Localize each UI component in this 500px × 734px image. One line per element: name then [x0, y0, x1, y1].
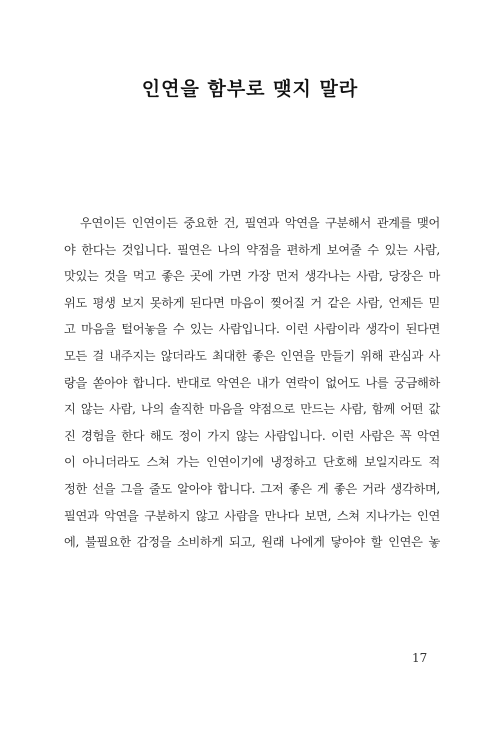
paragraph-line: 우연이든 인연이든 중요한 건, 필연과 악연을 구분해서 관계를 맺어: [80, 216, 440, 230]
paragraph-line: 이 아니더라도 스쳐 가는 인연이기에 냉정하고 단호해 보일지라도 적: [64, 455, 440, 470]
body-paragraph: [64, 210, 440, 556]
paragraph-line: 에, 불필요한 감정을 소비하게 되고, 원래 나에게 닿아야 할 인연은 놓: [64, 535, 440, 550]
paragraph-line: 맛있는 것을 먹고 좋은 곳에 가면 가장 먼저 생각나는 사람, 당장은 마: [64, 269, 440, 284]
paragraph-line: 고 마음을 털어놓을 수 있는 사람입니다. 이런 사람이라 생각이 된다면: [64, 322, 440, 337]
paragraph-line: 야 한다는 것입니다. 필연은 나의 약점을 편하게 보여줄 수 있는 사람,: [64, 242, 440, 257]
paragraph-line: 모든 걸 내주지는 않더라도 최대한 좋은 인연을 만들기 위해 관심과 사: [64, 348, 440, 363]
paragraph-line: 정한 선을 그을 줄도 알아야 합니다. 그저 좋은 게 좋은 거라 생각하며,: [64, 481, 440, 496]
paragraph-line: 필연과 악연을 구분하지 않고 사람을 만나다 보면, 스쳐 지나가는 인연: [64, 508, 440, 523]
page-number: 17: [412, 651, 428, 665]
chapter-title: 인연을 함부로 맺지 말라: [141, 78, 359, 100]
paragraph-line: 위도 평생 보지 못하게 된다면 마음이 찢어질 거 같은 사람, 언제든 믿: [64, 295, 440, 310]
paragraph-line: 진 경험을 한다 해도 정이 가지 않는 사람입니다. 이런 사람은 꼭 악연: [64, 428, 440, 443]
paragraph-line: 지 않는 사람, 나의 솔직한 마음을 약점으로 만드는 사람, 함께 어떤 값: [64, 402, 440, 417]
paragraph-line: 랑을 쏟아야 합니다. 반대로 악연은 내가 연락이 없어도 나를 궁금해하: [64, 375, 440, 390]
